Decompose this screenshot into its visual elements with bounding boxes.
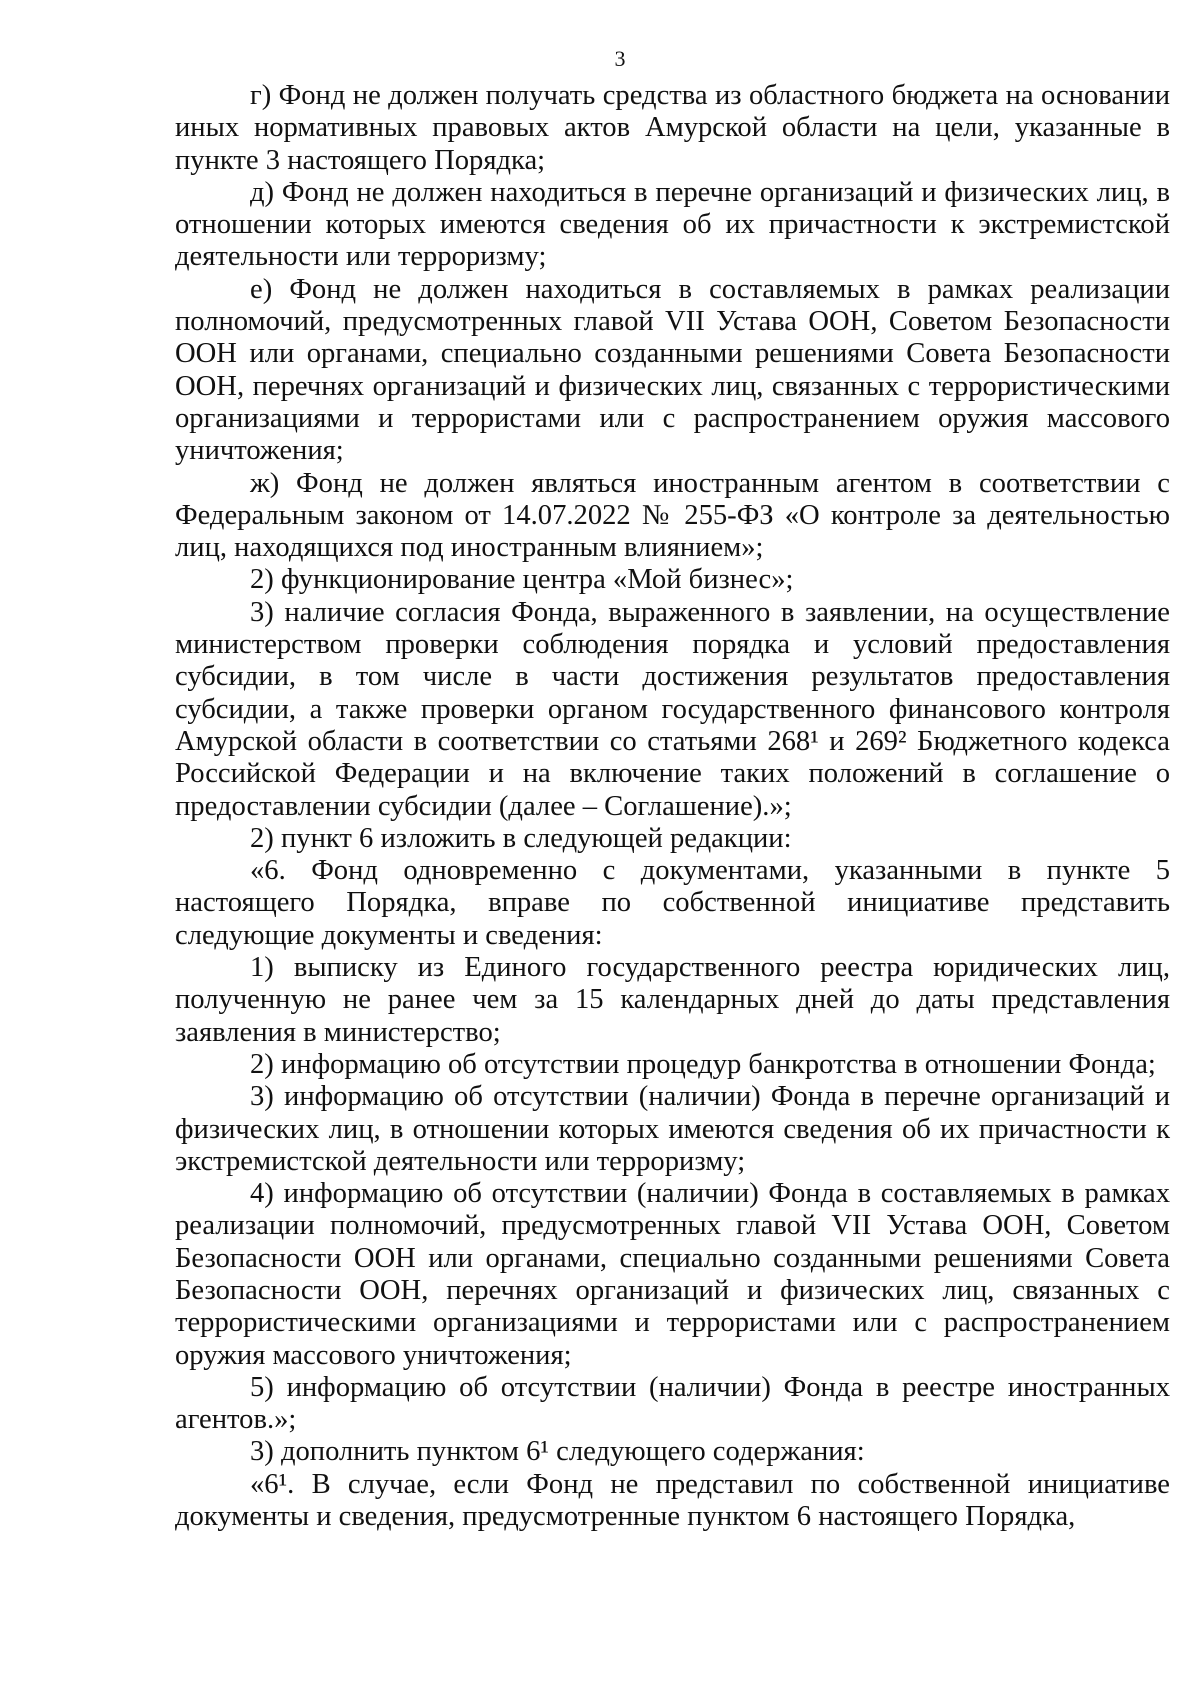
document-body: [175, 80, 1170, 1533]
paragraph-6-2-bankruptcy: 2) информацию об отсутствии процедур банкротства в отношении Фонда;: [250, 1048, 1156, 1080]
paragraph-e: е) Фонд не должен находиться в составляемых в рамках реализации полномочий, предусмотренных главой VII Устава ООН, Советом Безопасности ООН или органами, специально созданными решениями Совета Безопасности ООН, перечнях организаций и физических лиц, связанных с террористическими организациями и террористами или с распространением оружия массового уничтожения;: [175, 273, 1170, 467]
page-number: 3: [614, 46, 626, 71]
paragraph-3-add-point: 3) дополнить пунктом 6¹ следующего содержания:: [250, 1436, 865, 1468]
paragraph-6-3-extremism: 3) информацию об отсутствии (наличии) Фонда в перечне организаций и физических лиц, в отношении которых имеются сведения об их причастности к экстремистской деятельности или терроризму;: [175, 1081, 1170, 1177]
paragraph-2-business-center: 2) функционирование центра «Мой бизнес»;: [250, 564, 794, 596]
paragraph-3-consent: 3) наличие согласия Фонда, выраженного в заявлении, на осуществление министерством проверки соблюдения порядка и условий предоставления субсидии, в том числе в части достижения результатов предоставления субсидии, а также проверки органом государственного финансового контроля Амурской области в соответствии со статьями 268¹ и 269² Бюджетного кодекса Российской Федерации и на включение таких положений в соглашение о предоставлении субсидии (далее – Соглашение).»;: [175, 596, 1170, 822]
paragraph-g: г) Фонд не должен получать средства из областного бюджета на основании иных нормативных правовых актов Амурской области на цели, указанные в пункте 3 настоящего Порядка;: [175, 80, 1170, 176]
paragraph-6-1-extract: 1) выписку из Единого государственного реестра юридических лиц, полученную не ранее чем за 15 календарных дней до даты представления заявления в министерство;: [175, 952, 1170, 1048]
paragraph-2-point-6: 2) пункт 6 изложить в следующей редакции:: [250, 822, 792, 854]
paragraph-d: д) Фонд не должен находиться в перечне организаций и физических лиц, в отношении которых имеются сведения об их причастности к экстремистской деятельности или терроризму;: [175, 176, 1170, 273]
paragraph-6-intro: «6. Фонд одновременно с документами, указанными в пункте 5 настоящего Порядка, вправе по собственной инициативе представить следующие документы и сведения:: [175, 855, 1170, 951]
paragraph-6-4-un-lists: 4) информацию об отсутствии (наличии) Фонда в составляемых в рамках реализации полномочий, предусмотренных главой VII Устава ООН, Советом Безопасности ООН или органами, специально созданными решениями Совета Безопасности ООН, перечнях организаций и физических лиц, связанных с террористическими организациями и террористами или с распространением оружия массового уничтожения;: [175, 1178, 1170, 1371]
paragraph-6-1-case: «6¹. В случае, если Фонд не представил по собственной инициативе документы и сведения, предусмотренные пунктом 6 настоящего Порядка,: [175, 1468, 1170, 1533]
paragraph-6-5-foreign-agents: 5) информацию об отсутствии (наличии) Фонда в реестре иностранных агентов.»;: [175, 1371, 1170, 1436]
paragraph-zh: ж) Фонд не должен являться иностранным агентом в соответствии с Федеральным законом от 14.07.2022 № 255-ФЗ «О контроле за деятельностью лиц, находящихся под иностранным влиянием»;: [175, 467, 1170, 564]
